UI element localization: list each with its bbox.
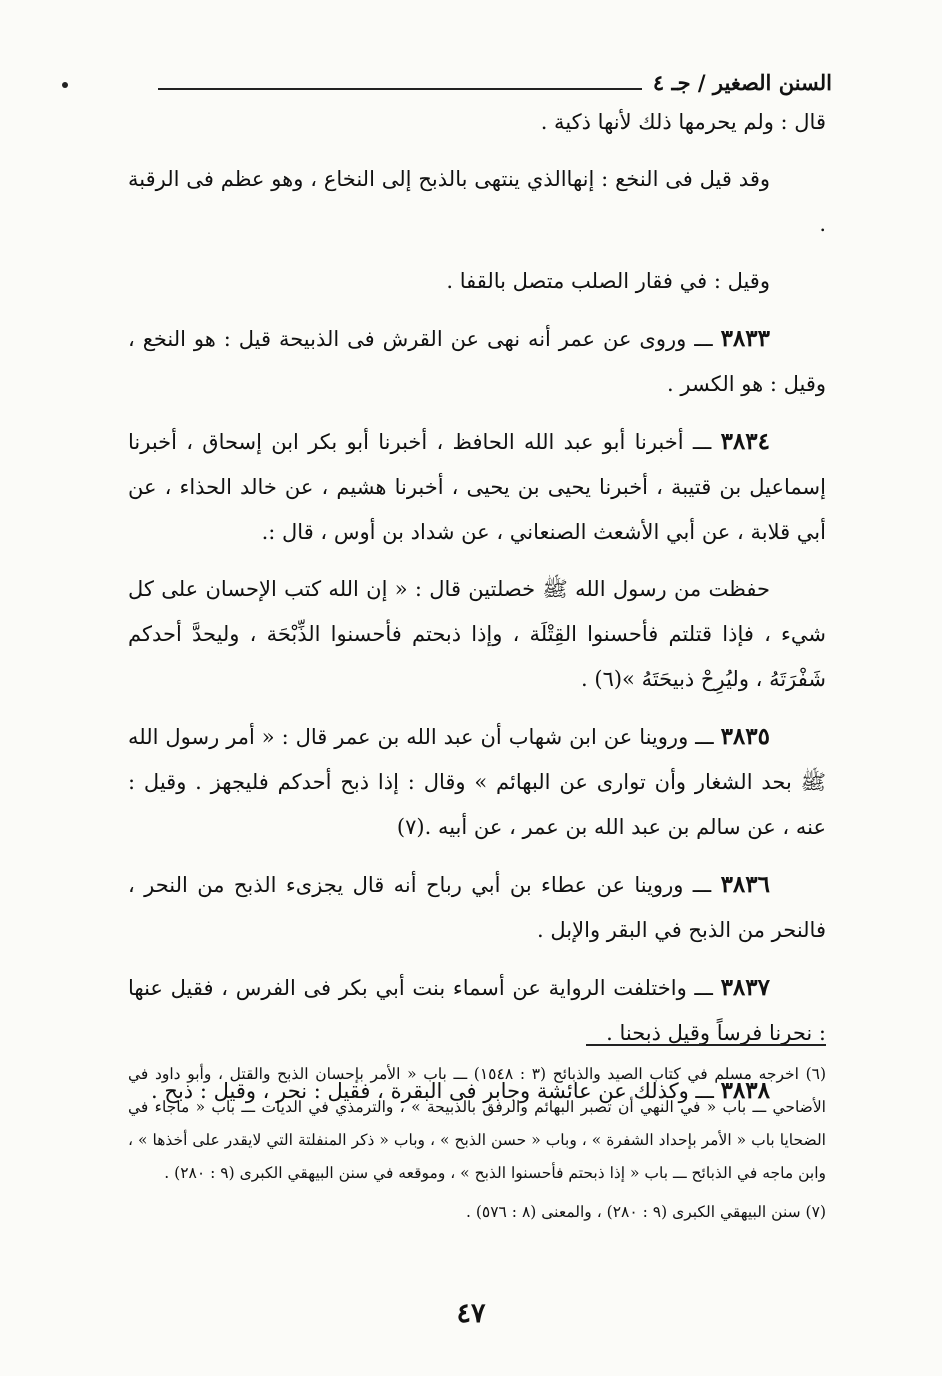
hadith-number: ٣٨٣٥ [720, 723, 770, 750]
paragraph-2: وقد قيل فى النخع : إنهاالذي ينتهى بالذبح إلى النخاع ، وهو عظم فى الرقبة . [128, 167, 826, 236]
page-number: ٤٧ [456, 1298, 486, 1329]
hadith-3833 [128, 316, 826, 407]
hadith-text: ـــ وروى عن عمر أنه نهى عن القرش فى الذبيحة قيل : هو النخع ، وقيل : هو الكسر . [128, 327, 826, 396]
paragraph-3: وقيل : في فقار الصلب متصل بالقفا . [446, 269, 770, 293]
hadith-number: ٣٨٣٨ [720, 1077, 770, 1104]
running-title: السنن الصغير / جـ ٤ [652, 70, 832, 95]
hadith-3836 [128, 862, 826, 953]
hadith-text: ـــ وكذلك عن عائشة وجابر فى البقرة ، فقيل : نحر ، وقيل : ذبح . [151, 1079, 721, 1103]
hadith-number: ٣٨٣٧ [720, 974, 770, 1001]
footnote-6: (٦) اخرجه مسلم في كتاب الصيد والذبائح (٣ : ١٥٤٨) ـــ باب « الأمر بإحسان الذبح والقتل ، وأبو داود في الأضاحي ـــ باب « في النهي أن تصبر البهائم والرفق بالذبيحة » ، والترمذي في الديات ـــ باب « ماجاء في الضحايا باب « الأمر بإحداد الشفرة » ، وباب « حسن الذبح » ، وباب « ذكر المنفلتة التي لايقدر على أخذها » ، وابن ماجه في الذبائح ـــ باب « إذا ذبحتم فأحسنوا الذبح » ، وموقعه في سنن البيهقي الكبرى (٩ : ٢٨٠) . [128, 1065, 827, 1182]
hadith-3834 [128, 419, 826, 555]
hadith-number: ٣٨٣٤ [720, 428, 770, 455]
hadith-text: ـــ واختلفت الرواية عن أسماء بنت أبي بكر فى الفرس ، فقيل عنها : نحرنا فرساً وقيل ذبحنا . [128, 976, 826, 1045]
hadith-3835 [128, 714, 826, 850]
hadith-number: ٣٨٣٦ [720, 871, 770, 898]
header-rule [158, 88, 642, 90]
page-header [110, 70, 832, 102]
hadith-3834-matn: حفظت من رسول الله ﷺ خصلتين قال : « إن الله كتب الإحسان على كل شيء ، فإذا قتلتم فأحسنوا القِتْلَة ، وإذا ذبحتم فأحسنوا الذِّبْحَة ، وليحدَّ أحدكم شَفْرَتَهُ ، وليُرِحْ ذبيحَتَهُ »(٦) . [128, 577, 826, 691]
footnote-7: (٧) سنن البيهقي الكبرى (٩ : ٢٨٠) ، والمعنى (٨ : ٥٧٦) . [465, 1203, 826, 1221]
footnote-separator [586, 1044, 826, 1046]
main-text [128, 100, 826, 1126]
corner-dot [62, 82, 68, 88]
hadith-text: ـــ أخبرنا أبو عبد الله الحافظ ، أخبرنا أبو بكر ابن إسحاق ، أخبرنا إسماعيل بن قتيبة ، أخبرنا يحيى بن يحيى ، أخبرنا هشيم ، عن خالد الحذاء ، عن أبي قلابة ، عن أبي الأشعث الصنعاني ، عن شداد بن أوس ، قال :. [128, 430, 826, 544]
hadith-3837 [128, 965, 826, 1056]
hadith-text: ـــ وروينا عن ابن شهاب أن عبد الله بن عمر قال : « أمر رسول الله ﷺ بحد الشغار وأن توارى عن البهائم » وقال : إذا ذبح أحدكم فليجهز . وقيل : عنه ، عن سالم بن عبد الله بن عمر ، عن أبيه .(٧) [128, 725, 826, 839]
paragraph-1: قال : ولم يحرمها ذلك لأنها ذكية . [540, 110, 826, 134]
hadith-text: ـــ وروينا عن عطاء بن أبي رباح أنه قال يجزىء الذبح من النحر ، فالنحر من الذبح في البقر والإبل . [128, 873, 826, 942]
hadith-number: ٣٨٣٣ [720, 325, 770, 352]
footnotes [128, 1058, 826, 1235]
